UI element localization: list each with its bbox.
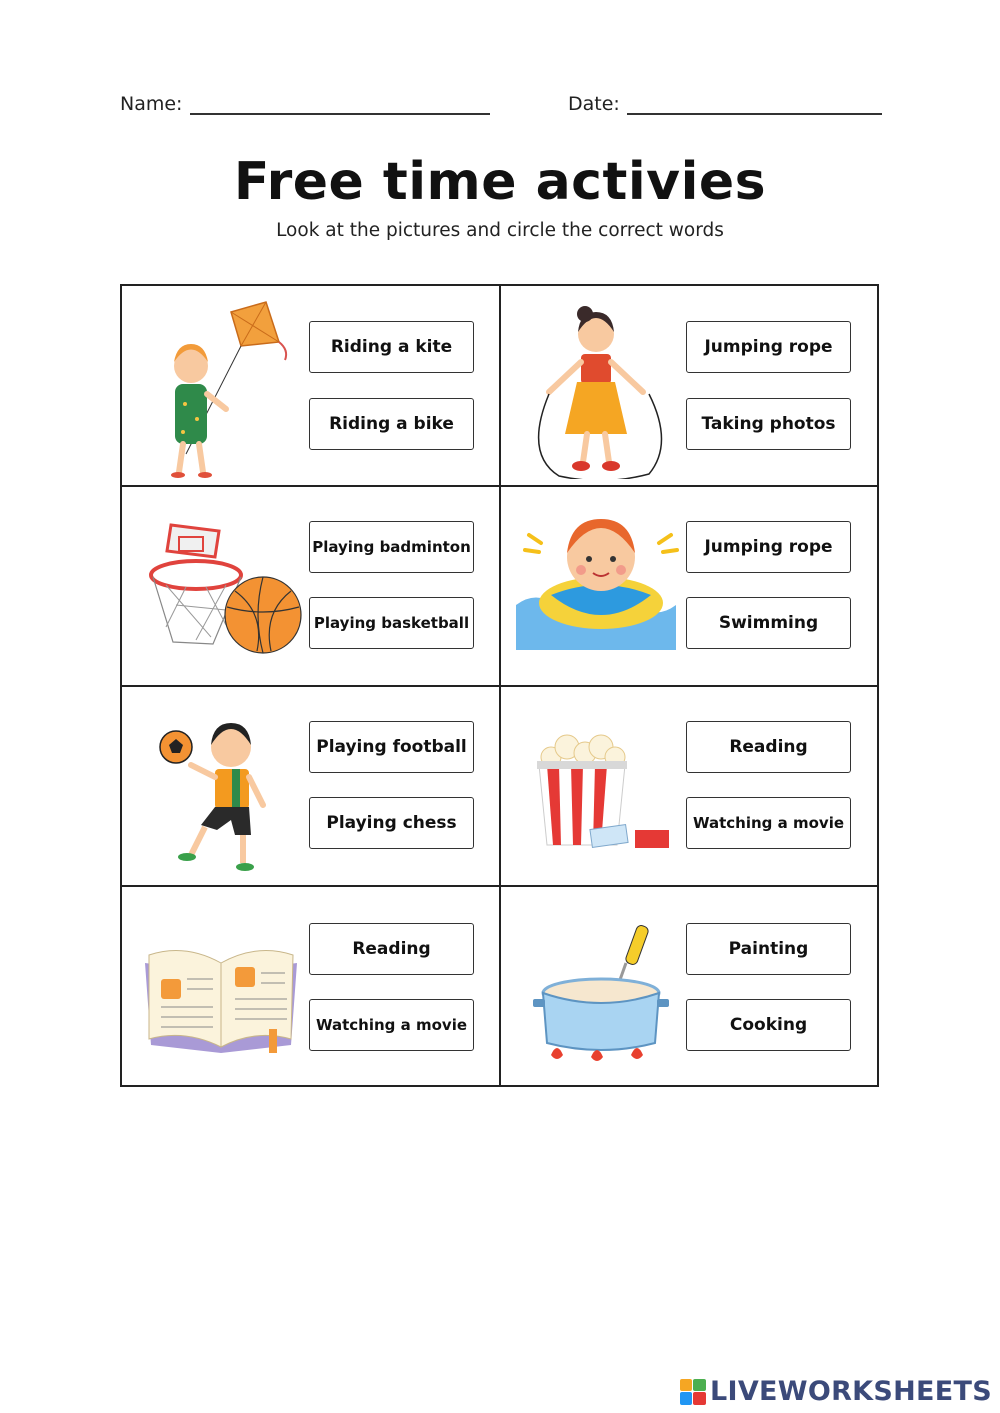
basketball-hoop-icon	[131, 495, 311, 680]
option-button[interactable]: Playing chess	[309, 797, 474, 849]
option-button[interactable]: Watching a movie	[309, 999, 474, 1051]
option-button[interactable]: Riding a kite	[309, 321, 474, 373]
option-button[interactable]: Reading	[309, 923, 474, 975]
date-write-line[interactable]	[627, 113, 882, 115]
worksheet-instructions: Look at the pictures and circle the correct words	[276, 220, 724, 241]
name-label: Name:	[120, 93, 183, 115]
activity-cell	[501, 687, 879, 887]
name-write-line[interactable]	[190, 113, 490, 115]
popcorn-icon	[511, 695, 691, 880]
brand-name: LIVEWORKSHEETS	[709, 1376, 992, 1407]
activity-cell	[501, 487, 879, 687]
option-button[interactable]: Watching a movie	[686, 797, 851, 849]
worksheet-title: Free time activies	[233, 152, 767, 212]
brand-watermark	[680, 1376, 992, 1407]
option-button[interactable]: Painting	[686, 923, 851, 975]
activity-cell	[121, 887, 499, 1087]
option-button[interactable]: Playing football	[309, 721, 474, 773]
liveworksheets-logo-icon	[680, 1379, 706, 1405]
option-button[interactable]: Jumping rope	[686, 521, 851, 573]
option-button[interactable]: Playing badminton	[309, 521, 474, 573]
girl-jumping-rope-icon	[511, 294, 691, 479]
activity-cell	[501, 887, 879, 1087]
activity-cell	[121, 687, 499, 887]
activity-cell	[121, 487, 499, 687]
option-button[interactable]: Playing basketball	[309, 597, 474, 649]
activity-cell	[121, 286, 499, 486]
open-book-icon	[131, 895, 311, 1080]
boy-swimming-icon	[511, 495, 691, 680]
option-button[interactable]: Swimming	[686, 597, 851, 649]
option-button[interactable]: Cooking	[686, 999, 851, 1051]
option-button[interactable]: Taking photos	[686, 398, 851, 450]
option-button[interactable]: Riding a bike	[309, 398, 474, 450]
activity-cell	[501, 286, 879, 486]
girl-flying-kite-icon	[131, 294, 311, 479]
cooking-pot-icon	[511, 895, 691, 1080]
option-button[interactable]: Reading	[686, 721, 851, 773]
boy-football-icon	[131, 695, 311, 880]
date-label: Date:	[568, 93, 620, 115]
option-button[interactable]: Jumping rope	[686, 321, 851, 373]
